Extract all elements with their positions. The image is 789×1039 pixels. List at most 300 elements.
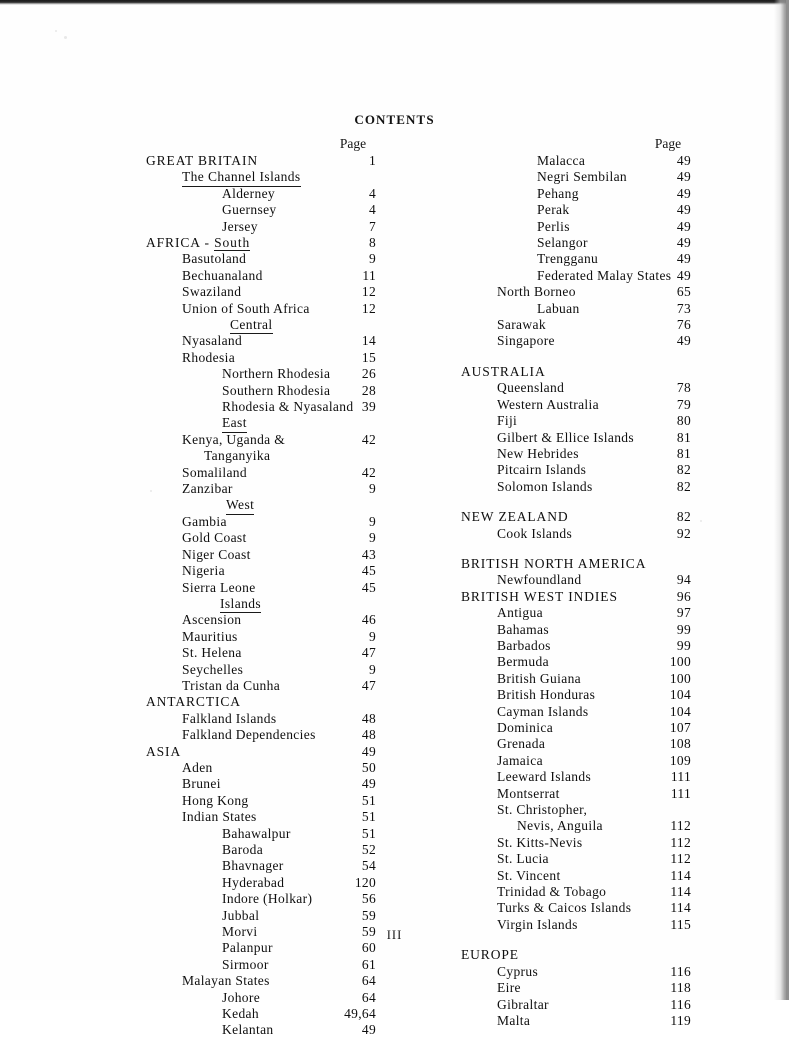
toc-entry-label: Kelantan bbox=[222, 1022, 274, 1038]
toc-entry-label-continued: Nevis, Anguila bbox=[517, 818, 603, 834]
toc-entry-label: Jubbal bbox=[222, 907, 260, 923]
toc-entry-new-hebrides[interactable] bbox=[461, 446, 691, 462]
toc-entry-label: Indian States bbox=[182, 809, 257, 825]
toc-entry-label: Perlis bbox=[537, 218, 570, 234]
toc-entry-page-number: 108 bbox=[669, 736, 691, 752]
toc-entry-barbados[interactable] bbox=[461, 638, 691, 654]
toc-subheader-central bbox=[146, 317, 376, 333]
toc-entry-label: Antigua bbox=[497, 605, 543, 621]
toc-entry-page-number: 51 bbox=[361, 792, 376, 808]
toc-entry-page-number: 49 bbox=[676, 267, 691, 283]
toc-entry-antigua[interactable] bbox=[461, 605, 691, 621]
toc-entry-label: Seychelles bbox=[182, 661, 244, 677]
toc-entry-label: Basutoland bbox=[182, 251, 247, 267]
toc-entry-singapore[interactable] bbox=[461, 333, 691, 349]
toc-entry-gilbert-ellice-islands[interactable] bbox=[461, 430, 691, 446]
toc-entry-page-number: 65 bbox=[676, 284, 691, 300]
toc-entry-page-number: 104 bbox=[669, 687, 691, 703]
toc-entry-hyderabad[interactable] bbox=[146, 875, 376, 891]
paper-speck bbox=[700, 520, 702, 522]
toc-entry-solomon-islands[interactable] bbox=[461, 479, 691, 495]
toc-entry-label: Union of South Africa bbox=[182, 300, 310, 316]
toc-entry-label: Kenya, Uganda & bbox=[182, 431, 286, 447]
toc-entry-bahawalpur[interactable] bbox=[146, 826, 376, 842]
toc-entry-kelantan[interactable] bbox=[146, 1022, 376, 1038]
toc-entry-page-number: 109 bbox=[669, 752, 691, 768]
toc-entry-label: Trengganu bbox=[537, 251, 599, 267]
toc-subheader-label: Islands bbox=[220, 596, 261, 613]
toc-entry-aden[interactable] bbox=[146, 760, 376, 776]
toc-entry-label: Aden bbox=[182, 759, 213, 775]
page-column-header-left-label: Page bbox=[339, 136, 367, 151]
toc-entry-page-number: 99 bbox=[676, 621, 691, 637]
toc-entry-label: Virgin Islands bbox=[497, 916, 578, 932]
toc-subheader-label: Central bbox=[230, 317, 273, 334]
toc-entry-page-number: 51 bbox=[361, 825, 376, 841]
toc-entry-label: Falkland Islands bbox=[182, 710, 277, 726]
toc-entry-negri-sembilan[interactable] bbox=[461, 169, 691, 185]
toc-entry-federated-malay-states[interactable] bbox=[461, 268, 691, 284]
toc-entry-label: Palanpur bbox=[222, 940, 273, 956]
toc-entry-fiji[interactable] bbox=[461, 413, 691, 429]
section-spacer bbox=[461, 350, 691, 364]
toc-entry-page-number: 47 bbox=[361, 677, 376, 693]
toc-entry-page-number: 49 bbox=[361, 776, 376, 792]
toc-entry-page-number: 49 bbox=[676, 169, 691, 185]
toc-subheader-label: East bbox=[222, 415, 247, 432]
toc-entry-perak[interactable] bbox=[461, 202, 691, 218]
toc-entry-bermuda[interactable] bbox=[461, 654, 691, 670]
toc-entry-page-number: 46 bbox=[361, 612, 376, 628]
toc-entry-page-number: 48 bbox=[361, 710, 376, 726]
toc-entry-page-number: 61 bbox=[361, 956, 376, 972]
toc-entry-malta[interactable] bbox=[461, 1013, 691, 1029]
toc-entry-label: Cyprus bbox=[497, 963, 539, 979]
toc-entry-north-borneo[interactable] bbox=[461, 284, 691, 300]
toc-entry-page-number: 96 bbox=[676, 588, 691, 604]
toc-entry-label: Somaliland bbox=[182, 464, 247, 480]
toc-entry-label: EUROPE bbox=[461, 947, 519, 963]
toc-entry-southern-rhodesia[interactable] bbox=[146, 383, 376, 399]
toc-entry-label: Tristan da Cunha bbox=[182, 677, 281, 693]
toc-entry-page-number: 14 bbox=[361, 333, 376, 349]
toc-entry-page-number: 26 bbox=[361, 366, 376, 382]
toc-entry-europe[interactable] bbox=[461, 947, 691, 963]
toc-entry-page-number: 82 bbox=[676, 509, 691, 525]
toc-entry-label: GREAT BRITAIN bbox=[146, 153, 258, 168]
toc-entry-turks-caicos-islands[interactable] bbox=[461, 900, 691, 916]
toc-entry-label: Mauritius bbox=[182, 628, 238, 644]
toc-entry-label: Bhavnager bbox=[222, 858, 284, 874]
toc-entry-malacca[interactable] bbox=[461, 153, 691, 169]
toc-entry-africa-south[interactable] bbox=[146, 235, 376, 251]
toc-entry-pehang[interactable] bbox=[461, 186, 691, 202]
toc-entry-label: Western Australia bbox=[497, 396, 599, 412]
toc-entry-label: Newfoundland bbox=[497, 572, 582, 588]
toc-entry-label: North Borneo bbox=[497, 284, 576, 300]
toc-entry-page-number: 45 bbox=[361, 563, 376, 579]
toc-entry-grenada[interactable] bbox=[461, 736, 691, 752]
toc-entry-page-number: 49 bbox=[676, 185, 691, 201]
toc-entry-label: St. Kitts-Nevis bbox=[497, 834, 583, 850]
toc-entry-page-number: 42 bbox=[361, 431, 376, 447]
toc-entry-falkland-dependencies[interactable] bbox=[146, 727, 376, 743]
toc-entry-label: Dominica bbox=[497, 720, 554, 735]
toc-entry-label: Solomon Islands bbox=[497, 478, 593, 494]
toc-entry-tristan-da-cunha[interactable] bbox=[146, 678, 376, 694]
toc-entry-label: Northern Rhodesia bbox=[222, 366, 331, 382]
toc-entry-selangor[interactable] bbox=[461, 235, 691, 251]
toc-entry-page-number: 4 bbox=[368, 202, 376, 218]
section-spacer bbox=[461, 495, 691, 509]
toc-entry-label: New Hebrides bbox=[497, 445, 579, 461]
toc-entry-page-number: 82 bbox=[676, 462, 691, 478]
toc-entry-sarawak[interactable] bbox=[461, 317, 691, 333]
toc-entry-australia[interactable] bbox=[461, 364, 691, 380]
toc-entry-page-number: 114 bbox=[670, 884, 691, 900]
toc-column-right bbox=[461, 136, 691, 1029]
toc-entry-label: Sierra Leone bbox=[182, 579, 256, 595]
toc-entries-left bbox=[146, 153, 376, 1039]
toc-entry-label: Guernsey bbox=[222, 202, 277, 218]
toc-entry-rhodesia[interactable] bbox=[146, 350, 376, 366]
toc-entry-leeward-islands[interactable] bbox=[461, 769, 691, 785]
toc-entry-label: Pehang bbox=[537, 185, 579, 201]
toc-entry-falkland-islands[interactable] bbox=[146, 711, 376, 727]
toc-entry-page-number: 60 bbox=[361, 940, 376, 956]
toc-entry-st-christopher[interactable] bbox=[461, 802, 691, 835]
toc-entry-trengganu[interactable] bbox=[461, 251, 691, 267]
toc-entry-page-number: 48 bbox=[361, 727, 376, 743]
toc-entry-rhodesia-nyasaland[interactable] bbox=[146, 399, 376, 415]
toc-entry-page-number: 73 bbox=[676, 300, 691, 316]
toc-entry-labuan[interactable] bbox=[461, 301, 691, 317]
toc-entry-alderney[interactable] bbox=[146, 186, 376, 202]
toc-entry-british-guiana[interactable] bbox=[461, 671, 691, 687]
toc-entry-label: Turks & Caicos Islands bbox=[497, 900, 632, 916]
toc-entry-label: Perak bbox=[537, 202, 570, 218]
toc-entry-montserrat[interactable] bbox=[461, 786, 691, 802]
toc-entry-st-lucia[interactable] bbox=[461, 851, 691, 867]
toc-entry-page-number: 59 bbox=[361, 924, 376, 940]
toc-entry-antarctica[interactable] bbox=[146, 694, 376, 710]
toc-entries-right bbox=[461, 153, 691, 1029]
toc-entry-nyasaland[interactable] bbox=[146, 333, 376, 349]
toc-entry-ascension[interactable] bbox=[146, 612, 376, 628]
toc-entry-page-number: 11 bbox=[362, 267, 376, 283]
toc-entry-label-continued: Tanganyika bbox=[204, 448, 271, 464]
toc-entry-label: Bechuanaland bbox=[182, 267, 263, 283]
toc-entry-label: Ascension bbox=[182, 612, 242, 628]
toc-entry-page-number: 7 bbox=[368, 218, 376, 234]
toc-entry-bhavnager[interactable] bbox=[146, 858, 376, 874]
toc-subheader-label: West bbox=[226, 497, 254, 514]
toc-entry-st-helena[interactable] bbox=[146, 645, 376, 661]
toc-entry-eire[interactable] bbox=[461, 980, 691, 996]
page-column-header-left bbox=[146, 136, 376, 153]
toc-entry-label: BRITISH WEST INDIES bbox=[461, 588, 618, 604]
toc-entry-gold-coast[interactable] bbox=[146, 530, 376, 546]
toc-entry-gambia[interactable] bbox=[146, 514, 376, 530]
toc-entry-page-number: 1 bbox=[368, 153, 376, 168]
toc-entry-label: St. Lucia bbox=[497, 851, 549, 867]
toc-entry-label: Selangor bbox=[537, 235, 588, 251]
toc-entry-label: British Honduras bbox=[497, 687, 596, 703]
toc-entry-page-number: 9 bbox=[368, 481, 376, 497]
toc-entry-page-number: 100 bbox=[669, 670, 691, 686]
toc-entry-northern-rhodesia[interactable] bbox=[146, 366, 376, 382]
toc-entry-malayan-states[interactable] bbox=[146, 973, 376, 989]
toc-entry-label: Hyderabad bbox=[222, 874, 285, 890]
toc-entry-page-number: 79 bbox=[676, 396, 691, 412]
toc-subheader-label: The Channel Islands bbox=[182, 169, 301, 186]
toc-entry-hong-kong[interactable] bbox=[146, 793, 376, 809]
toc-entry-zanzibar[interactable] bbox=[146, 481, 376, 497]
toc-entry-st-vincent[interactable] bbox=[461, 868, 691, 884]
toc-entry-label: Southern Rhodesia bbox=[222, 382, 331, 398]
toc-entry-cook-islands[interactable] bbox=[461, 526, 691, 542]
toc-entry-page-number: 116 bbox=[670, 963, 691, 979]
toc-entry-label: Indore (Holkar) bbox=[222, 891, 313, 907]
toc-entry-british-honduras[interactable] bbox=[461, 687, 691, 703]
toc-entry-label: ANTARCTICA bbox=[146, 694, 241, 710]
toc-entry-kedah[interactable] bbox=[146, 1006, 376, 1022]
toc-entry-sierra-leone[interactable] bbox=[146, 580, 376, 596]
toc-entry-guernsey[interactable] bbox=[146, 202, 376, 218]
toc-entry-label: Malta bbox=[497, 1012, 531, 1028]
toc-entry-label: Cook Islands bbox=[497, 525, 573, 541]
toc-entry-label: Gibraltar bbox=[497, 996, 549, 1012]
toc-entry-mauritius[interactable] bbox=[146, 629, 376, 645]
toc-entry-seychelles[interactable] bbox=[146, 662, 376, 678]
toc-entry-western-australia[interactable] bbox=[461, 397, 691, 413]
toc-entry-jersey[interactable] bbox=[146, 219, 376, 235]
toc-entry-page-number: 120 bbox=[354, 874, 376, 890]
toc-entry-trinidad-tobago[interactable] bbox=[461, 884, 691, 900]
paper-speck bbox=[64, 36, 67, 39]
toc-entry-page-number: 111 bbox=[670, 769, 691, 785]
toc-entry-basutoland[interactable] bbox=[146, 251, 376, 267]
toc-entry-label: Jamaica bbox=[497, 752, 543, 768]
toc-entry-page-number: 59 bbox=[361, 907, 376, 923]
toc-entry-page-number: 49 bbox=[361, 1022, 376, 1038]
toc-entry-page-number: 9 bbox=[368, 251, 376, 267]
toc-entry-gibraltar[interactable] bbox=[461, 997, 691, 1013]
toc-entry-niger-coast[interactable] bbox=[146, 547, 376, 563]
toc-entry-page-number: 9 bbox=[368, 661, 376, 677]
toc-entry-label: Sarawak bbox=[497, 317, 546, 333]
toc-entry-page-number: 99 bbox=[676, 637, 691, 653]
toc-entry-label: Fiji bbox=[497, 413, 518, 429]
toc-entry-label: Brunei bbox=[182, 776, 221, 792]
toc-entry-label: Alderney bbox=[222, 185, 276, 201]
toc-entry-asia[interactable] bbox=[146, 744, 376, 760]
toc-entry-label: Bahawalpur bbox=[222, 825, 291, 841]
toc-entry-baroda[interactable] bbox=[146, 842, 376, 858]
toc-subheader-west bbox=[146, 497, 376, 513]
toc-entry-page-number: 119 bbox=[670, 1012, 691, 1028]
toc-entry-label: Labuan bbox=[537, 300, 580, 316]
toc-entry-label: Nigeria bbox=[182, 563, 225, 579]
page-column-header-right-label: Page bbox=[654, 136, 682, 151]
toc-entry-bahamas[interactable] bbox=[461, 622, 691, 638]
toc-entry-page-number: 28 bbox=[361, 382, 376, 398]
paper-speck bbox=[55, 30, 57, 32]
toc-entry-page-number: 9 bbox=[368, 513, 376, 529]
toc-entry-st-kitts-nevis[interactable] bbox=[461, 835, 691, 851]
toc-entry-new-zealand[interactable] bbox=[461, 509, 691, 525]
toc-entry-page-number: 49 bbox=[676, 202, 691, 218]
toc-subheader-the-channel-islands bbox=[146, 169, 376, 185]
toc-entry-label: Falkland Dependencies bbox=[182, 727, 316, 743]
toc-entry-label: Gold Coast bbox=[182, 530, 247, 546]
toc-entry-union-of-south-africa[interactable] bbox=[146, 301, 376, 317]
toc-entry-label: NEW ZEALAND bbox=[461, 509, 569, 525]
toc-entry-label: Gambia bbox=[182, 513, 227, 529]
toc-entry-label: Morvi bbox=[222, 924, 258, 940]
toc-entry-page-number: 47 bbox=[361, 645, 376, 661]
toc-entry-label: AUSTRALIA bbox=[461, 363, 546, 379]
toc-entry-page-number: 12 bbox=[361, 300, 376, 316]
toc-entry-page-number: 114 bbox=[670, 900, 691, 916]
toc-entry-perlis[interactable] bbox=[461, 219, 691, 235]
toc-entry-british-north-america[interactable] bbox=[461, 556, 691, 572]
toc-entry-jubbal[interactable] bbox=[146, 908, 376, 924]
toc-entry-page-number: 8 bbox=[368, 235, 376, 251]
toc-entry-page-number: 64 bbox=[361, 973, 376, 989]
toc-entry-page-number: 51 bbox=[361, 809, 376, 825]
toc-entry-label: Bermuda bbox=[497, 654, 549, 670]
toc-entry-label: British Guiana bbox=[497, 670, 582, 686]
toc-entry-label: Bahamas bbox=[497, 621, 549, 637]
folio-number: III bbox=[386, 928, 403, 942]
toc-entry-british-west-indies[interactable] bbox=[461, 589, 691, 605]
toc-entry-page-number: 112 bbox=[670, 851, 691, 867]
toc-column-left bbox=[146, 136, 376, 1039]
toc-entry-label: Leeward Islands bbox=[497, 769, 592, 785]
toc-entry-newfoundland[interactable] bbox=[461, 572, 691, 588]
toc-entry-page-number: 76 bbox=[676, 317, 691, 333]
toc-entry-label: Cayman Islands bbox=[497, 703, 589, 719]
toc-entry-cyprus[interactable] bbox=[461, 964, 691, 980]
toc-entry-brunei[interactable] bbox=[146, 776, 376, 792]
toc-entry-label: Rhodesia bbox=[182, 349, 236, 365]
toc-entry-page-number: 56 bbox=[361, 891, 376, 907]
toc-entry-page-number: 97 bbox=[676, 605, 691, 621]
toc-entry-label: Trinidad & Tobago bbox=[497, 884, 607, 900]
toc-entry-page-number: 112 bbox=[670, 834, 691, 850]
toc-entry-page-number: 43 bbox=[361, 546, 376, 562]
toc-entry-page-number: 9 bbox=[368, 628, 376, 644]
toc-entry-somaliland[interactable] bbox=[146, 465, 376, 481]
toc-entry-johore[interactable] bbox=[146, 990, 376, 1006]
toc-entry-pitcairn-islands[interactable] bbox=[461, 462, 691, 478]
toc-entry-page-number: 107 bbox=[669, 720, 691, 735]
toc-entry-cayman-islands[interactable] bbox=[461, 704, 691, 720]
toc-entry-nigeria[interactable] bbox=[146, 563, 376, 579]
toc-entry-page-number: 112 bbox=[670, 818, 691, 834]
page-title: CONTENTS bbox=[354, 112, 435, 127]
toc-entry-page-number: 54 bbox=[361, 858, 376, 874]
toc-entry-page-number: 115 bbox=[670, 916, 691, 932]
toc-entry-label: St. Christopher, bbox=[497, 802, 588, 818]
toc-entry-page-number: 116 bbox=[670, 996, 691, 1012]
toc-entry-great-britain[interactable] bbox=[146, 153, 376, 169]
scan-edge-top bbox=[0, 0, 789, 5]
toc-entry-sirmoor[interactable] bbox=[146, 957, 376, 973]
toc-entry-label: ASIA bbox=[146, 743, 182, 759]
toc-entry-page-number: 39 bbox=[361, 399, 376, 415]
toc-entry-label: Nyasaland bbox=[182, 333, 243, 349]
toc-entry-label: Kedah bbox=[222, 1006, 259, 1022]
toc-entry-label: Pitcairn Islands bbox=[497, 462, 587, 478]
toc-entry-label: Gilbert & Ellice Islands bbox=[497, 429, 634, 445]
toc-entry-bechuanaland[interactable] bbox=[146, 268, 376, 284]
toc-entry-page-number: 80 bbox=[676, 413, 691, 429]
toc-entry-label: Barbados bbox=[497, 637, 551, 653]
toc-entry-label: Johore bbox=[222, 989, 261, 1005]
toc-entry-page-number: 49,64 bbox=[344, 1006, 376, 1022]
toc-entry-queensland[interactable] bbox=[461, 380, 691, 396]
toc-entry-indore-holkar[interactable] bbox=[146, 891, 376, 907]
toc-entry-label: St. Helena bbox=[182, 645, 242, 661]
toc-entry-label: Singapore bbox=[497, 333, 555, 349]
toc-entry-page-number: 45 bbox=[361, 579, 376, 595]
toc-entry-page-number: 78 bbox=[676, 380, 691, 396]
toc-entry-page-number: 94 bbox=[676, 572, 691, 588]
toc-entry-kenya-uganda[interactable] bbox=[146, 432, 376, 465]
toc-entry-page-number: 111 bbox=[670, 785, 691, 801]
toc-entry-page-number: 49 bbox=[676, 333, 691, 349]
toc-entry-page-number: 52 bbox=[361, 841, 376, 857]
toc-entry-label: Grenada bbox=[497, 736, 546, 752]
toc-entry-page-number: 42 bbox=[361, 464, 376, 480]
toc-entry-label: Jersey bbox=[222, 218, 258, 234]
toc-entry-page-number: 64 bbox=[361, 989, 376, 1005]
toc-entry-label: Malayan States bbox=[182, 973, 270, 989]
toc-entry-page-number: 12 bbox=[361, 284, 376, 300]
toc-entry-jamaica[interactable] bbox=[461, 753, 691, 769]
toc-entry-label: Rhodesia & Nyasaland bbox=[222, 399, 354, 415]
toc-entry-label: Baroda bbox=[222, 841, 264, 857]
toc-subheader-islands bbox=[146, 596, 376, 612]
toc-entry-label: Malacca bbox=[537, 153, 586, 168]
toc-entry-page-number: 81 bbox=[676, 429, 691, 445]
toc-entry-page-number: 114 bbox=[670, 867, 691, 883]
toc-entry-page-number: 15 bbox=[361, 349, 376, 365]
toc-entry-label: Eire bbox=[497, 980, 521, 996]
toc-entry-swaziland[interactable] bbox=[146, 284, 376, 300]
toc-entry-label: Swaziland bbox=[182, 284, 242, 300]
toc-entry-page-number: 9 bbox=[368, 530, 376, 546]
toc-entry-indian-states[interactable] bbox=[146, 809, 376, 825]
toc-entry-dominica[interactable] bbox=[461, 720, 691, 736]
toc-entry-page-number: 118 bbox=[670, 980, 691, 996]
toc-entry-label: St. Vincent bbox=[497, 867, 561, 883]
toc-entry-label: AFRICA - South bbox=[146, 235, 251, 251]
toc-entry-page-number: 49 bbox=[361, 743, 376, 759]
toc-entry-label: Niger Coast bbox=[182, 546, 251, 562]
page-column-header-right bbox=[461, 136, 691, 153]
toc-entry-page-number: 49 bbox=[676, 218, 691, 234]
toc-entry-page-number: 92 bbox=[676, 525, 691, 541]
toc-entry-page-number: 49 bbox=[676, 235, 691, 251]
toc-entry-label-region: South bbox=[214, 235, 251, 251]
toc-entry-page-number: 49 bbox=[676, 153, 691, 168]
toc-subheader-east bbox=[146, 415, 376, 431]
toc-entry-page-number: 100 bbox=[669, 654, 691, 670]
toc-entry-label: Queensland bbox=[497, 380, 565, 396]
